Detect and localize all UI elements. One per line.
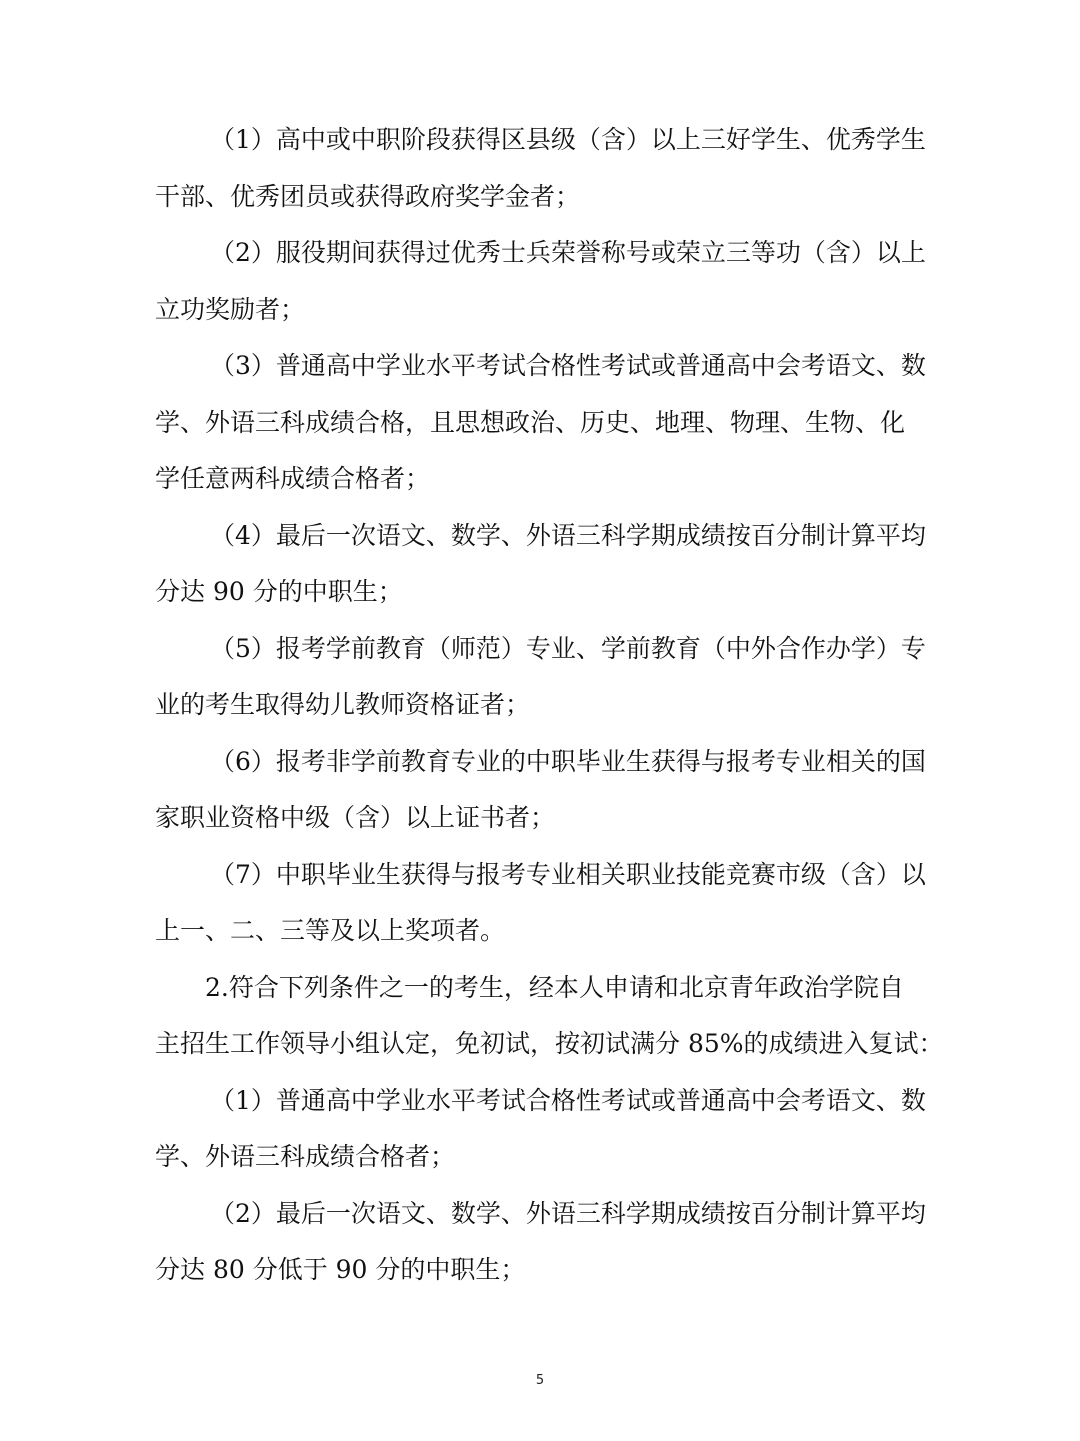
text-line: （5）报考学前教育（师范）专业、学前教育（中外合作办学）专 — [210, 634, 926, 663]
text-line: （2）服役期间获得过优秀士兵荣誉称号或荣立三等功（含）以上 — [210, 238, 926, 267]
text-line: 干部、优秀团员或获得政府奖学金者； — [155, 182, 581, 211]
text-line: （1）高中或中职阶段获得区县级（含）以上三好学生、优秀学生 — [210, 125, 926, 154]
text-line: 主招生工作领导小组认定，免初试，按初试满分 85%的成绩进入复试： — [155, 1029, 944, 1058]
text-line: 家职业资格中级（含）以上证书者； — [155, 803, 556, 832]
text-line: 2.符合下列条件之一的考生，经本人申请和北京青年政治学院自 — [205, 973, 904, 1002]
text-line: （3）普通高中学业水平考试合格性考试或普通高中会考语文、数 — [210, 351, 926, 380]
text-line: （1）普通高中学业水平考试合格性考试或普通高中会考语文、数 — [210, 1086, 926, 1115]
text-line: 业的考生取得幼儿教师资格证者； — [155, 690, 531, 719]
page-number: 5 — [535, 1373, 545, 1388]
text-line: （4）最后一次语文、数学、外语三科学期成绩按百分制计算平均 — [210, 521, 926, 550]
text-line: 学、外语三科成绩合格者； — [155, 1142, 456, 1171]
text-line: 分达 90 分的中职生； — [155, 577, 403, 606]
text-line: 上一、二、三等及以上奖项者。 — [155, 916, 506, 945]
text-line: （7）中职毕业生获得与报考专业相关职业技能竞赛市级（含）以 — [210, 860, 926, 889]
text-line: 学任意两科成绩合格者； — [155, 464, 431, 493]
text-line: 分达 80 分低于 90 分的中职生； — [155, 1255, 526, 1284]
text-line: 学、外语三科成绩合格，且思想政治、历史、地理、物理、生物、化 — [155, 408, 906, 437]
text-line: （2）最后一次语文、数学、外语三科学期成绩按百分制计算平均 — [210, 1199, 926, 1228]
text-line: 立功奖励者； — [155, 295, 306, 324]
text-line: （6）报考非学前教育专业的中职毕业生获得与报考专业相关的国 — [210, 747, 926, 776]
